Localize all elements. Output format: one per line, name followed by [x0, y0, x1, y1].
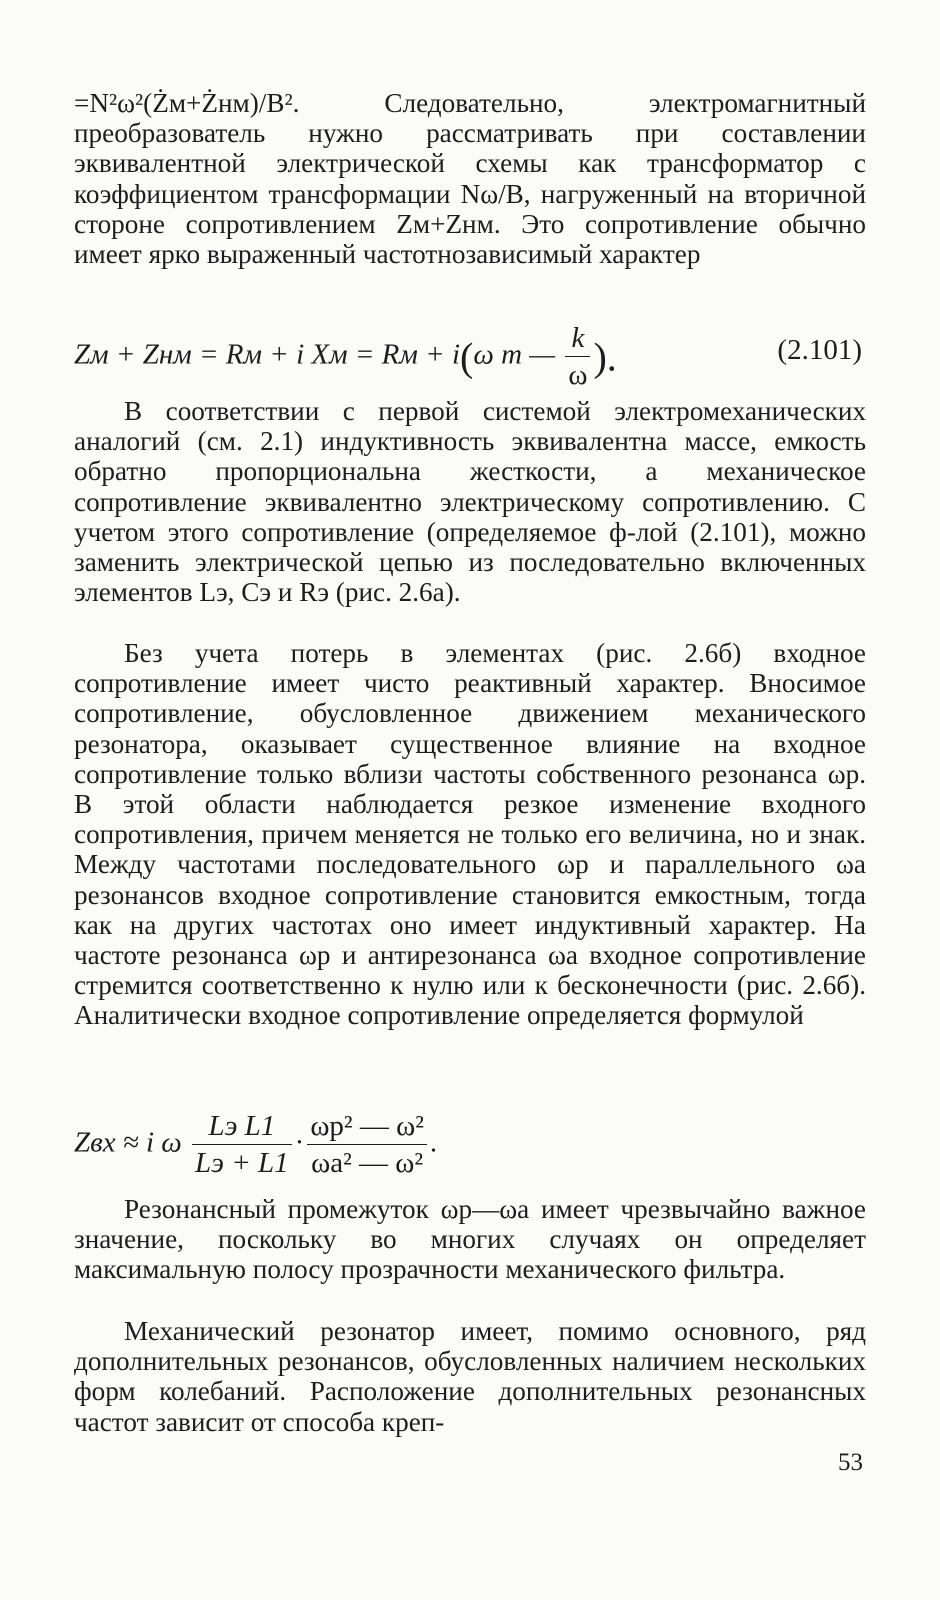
equation-number: (2.101): [777, 334, 862, 366]
equation-fraction: [565, 320, 590, 394]
paragraph-intro: =N²ω²(Żм+Żнм)/B². Следовательно, электромагнитный преобразователь нужно рассматривать при составлении эквивалентной электрической схемы как трансформатор с коэффициентом трансформации Nω/B, нагруженный на вторичной стороне сопротивлением Zм+Zнм. Это сопротивление обычно имеет ярко выраженный частотнозависимый характер: [74, 88, 866, 270]
page-number: 53: [838, 1449, 863, 1476]
paragraph-losses: Без учета потерь в элементах (рис. 2.6б) входное сопротивление имеет чисто реактивный характер. Вносимое сопротивление, обусловленное движением механического резонатора, оказывает существенное влияние на входное сопротивление только вблизи частоты собственного резонанса ωр. В этой области наблюдается резкое изменение входного сопротивления, причем меняется не только его величина, но и знак. Между частотами последовательного ωр и параллельного ωа резонансов входное сопротивление становится емкостным, тогда как на других частотах оно имеет индуктивный характер. На частоте резонанса ωр и антирезонанса ωа входное сопротивление стремится соответственно к нулю или к бесконечности (рис. 2.6б). Аналитически входное сопротивление определяется формулой: [74, 638, 866, 1031]
equation-paren-right: ).: [593, 334, 617, 380]
equation-term: ω m —: [473, 338, 556, 371]
equation-input-impedance: [74, 1108, 874, 1182]
equation-lhs: Zм + Zнм = Rм + i Xм = Rм + i: [74, 338, 461, 371]
fraction-denominator: ω: [568, 359, 588, 392]
fraction-numerator: k: [565, 320, 590, 357]
equation-fraction-2: [307, 1108, 427, 1182]
paragraph-resonance-gap: Резонансный промежуток ωр—ωа имеет чрезвычайно важное значение, поскольку во многих случаях он определяет максимальную полосу прозрачности механического фильтра.: [74, 1194, 866, 1285]
paragraph-resonator: Механический резонатор имеет, помимо основного, ряд дополнительных резонансов, обусловленных наличием нескольких форм колебаний. Расположение дополнительных резонансных частот зависит от способа креп-: [74, 1316, 866, 1437]
equation-end: .: [429, 1126, 438, 1159]
equation-paren-left: (: [460, 334, 474, 380]
fraction-numerator: Lэ L1: [192, 1108, 292, 1145]
paragraph-analogies: В соответствии с первой системой электромеханических аналогий (см. 2.1) индуктивность эквивалентна массе, емкость обратно пропорциональна жесткости, а механическое сопротивление эквивалентно электрическому сопротивлению. С учетом этого сопротивление (определяемое ф-лой (2.101), можно заменить электрической цепью из последовательно включенных элементов Lэ, Cэ и Rэ (рис. 2.6а).: [74, 396, 866, 608]
fraction-denominator: ωа² — ω²: [311, 1147, 424, 1180]
equation-2-101: [74, 320, 874, 394]
fraction-denominator: Lэ + L1: [195, 1147, 289, 1180]
equation-fraction-1: [192, 1108, 292, 1182]
fraction-numerator: ωр² — ω²: [307, 1108, 427, 1145]
equation-dot: ·: [294, 1126, 305, 1159]
equation-lhs: Zвх ≈ i ω: [74, 1126, 182, 1159]
